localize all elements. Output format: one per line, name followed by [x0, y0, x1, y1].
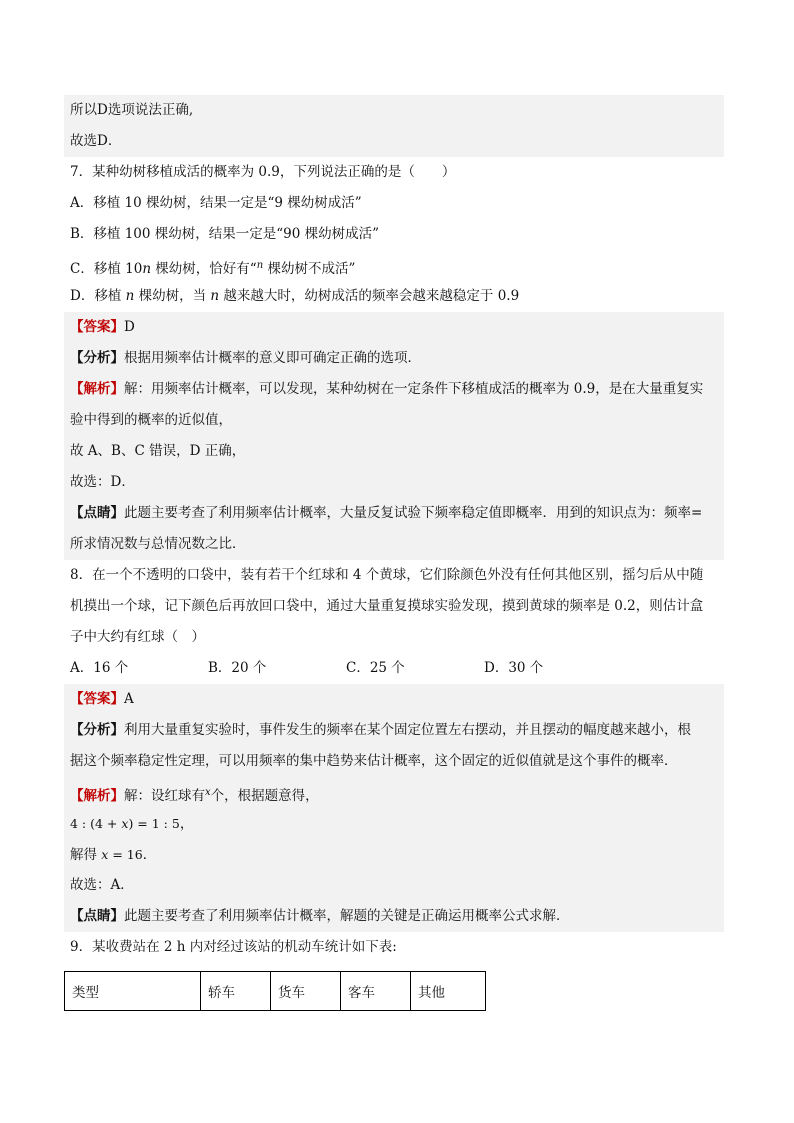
q8-solution-line-1: 【解析】解：设红球有$^x$个，根据题意得， [64, 777, 724, 808]
q8-answer: 【答案】A [64, 684, 724, 715]
table-header-cell: 客车 [341, 972, 411, 1011]
q7-analysis: 【分析】根据用频率估计概率的意义即可确定正确的选项． [64, 343, 724, 374]
answer-tag: 【答案】 [70, 691, 124, 707]
q8-stem-line-3: 子中大约有红球（ ） [70, 629, 205, 645]
q7-option-a: A．移植 10 棵幼树，结果一定是“9 棵幼树成活” [70, 195, 362, 211]
prev-choice: 故选D． [64, 126, 724, 157]
table-header-cell: 轿车 [201, 972, 271, 1011]
q9-stem: 9．某收费站在 2 h 内对经过该站的机动车统计如下表: [70, 939, 397, 955]
vehicle-stat-table [64, 971, 486, 1011]
comment-tag: 【点睛】 [70, 505, 124, 521]
q8-stem-line-1: 8．在一个不透明的口袋中，装有若干个红球和 4 个黄球，它们除颜色外没有任何其他区别，摇匀后从中随 [70, 567, 704, 583]
analysis-tag: 【分析】 [70, 350, 124, 366]
q8-equation: 4 : (4 + x) = 1 : 5， [64, 808, 724, 839]
q7-comment-line-2: 所求情况数与总情况数之比． [64, 529, 724, 560]
table-header-cell: 类型 [65, 972, 201, 1011]
table-header-cell: 其他 [411, 972, 486, 1011]
q8-option-d: D．30 个 [484, 660, 544, 676]
q8-options [64, 653, 724, 684]
solution-tag: 【解析】 [70, 381, 124, 397]
q8-choice: 故选：A． [64, 870, 724, 901]
q8-option-a: A．16 个 [70, 660, 129, 676]
solution-tag: 【解析】 [70, 788, 124, 804]
page-content [64, 95, 724, 963]
table-header-cell: 货车 [271, 972, 341, 1011]
comment-tag: 【点睛】 [70, 908, 124, 924]
q7-comment-line-1: 【点睛】此题主要考查了利用频率估计概率，大量反复试验下频率稳定值即概率．用到的知识点为：频率= [64, 498, 724, 529]
q7-solution-line-2: 验中得到的概率的近似值， [64, 405, 724, 436]
q7-solution-line-1: 【解析】解：用频率估计概率，可以发现，某种幼树在一定条件下移植成活的概率为 0.9，是在大量重复实 [64, 374, 724, 405]
q7-option-d: D．移植 n 棵幼树，当 n 越来越大时，幼树成活的频率会越来越稳定于 0.9 [70, 288, 520, 304]
table-row [65, 972, 486, 1011]
q8-comment: 【点睛】此题主要考查了利用频率估计概率，解题的关键是正确运用概率公式求解． [64, 901, 724, 932]
q8-analysis-line-2: 据这个频率稳定性定理，可以用频率的集中趋势来估计概率，这个固定的近似值就是这个事件的概率． [64, 746, 724, 777]
q7-stem: 7．某种幼树移植成活的概率为 0.9，下列说法正确的是（ ） [70, 164, 456, 180]
q7-solution-line-3: 故 A、B、C 错误，D 正确， [64, 436, 724, 467]
q8-analysis-line-1: 【分析】利用大量重复实验时，事件发生的频率在某个固定位置左右摆动，并且摆动的幅度越来越小，根 [64, 715, 724, 746]
analysis-tag: 【分析】 [70, 722, 124, 738]
q8-solve: 解得 x = 16． [64, 839, 724, 870]
q7-option-c: C．移植 10n 棵幼树，恰好有“$^n$ 棵幼树不成活” [70, 260, 356, 277]
q7-option-b: B．移植 100 棵幼树，结果一定是“90 棵幼树成活” [70, 226, 380, 242]
q8-stem-line-2: 机摸出一个球，记下颜色后再放回口袋中，通过大量重复摸球实验发现，摸到黄球的频率是 0.2，则估计盒 [70, 598, 704, 614]
q7-solution-line-4: 故选：D． [64, 467, 724, 498]
q7-answer: 【答案】D [64, 312, 724, 343]
answer-tag: 【答案】 [70, 319, 124, 335]
q8-option-b: B．20 个 [208, 660, 267, 676]
q8-option-c: C．25 个 [346, 660, 405, 676]
prev-conclusion: 所以D选项说法正确, [64, 95, 724, 126]
